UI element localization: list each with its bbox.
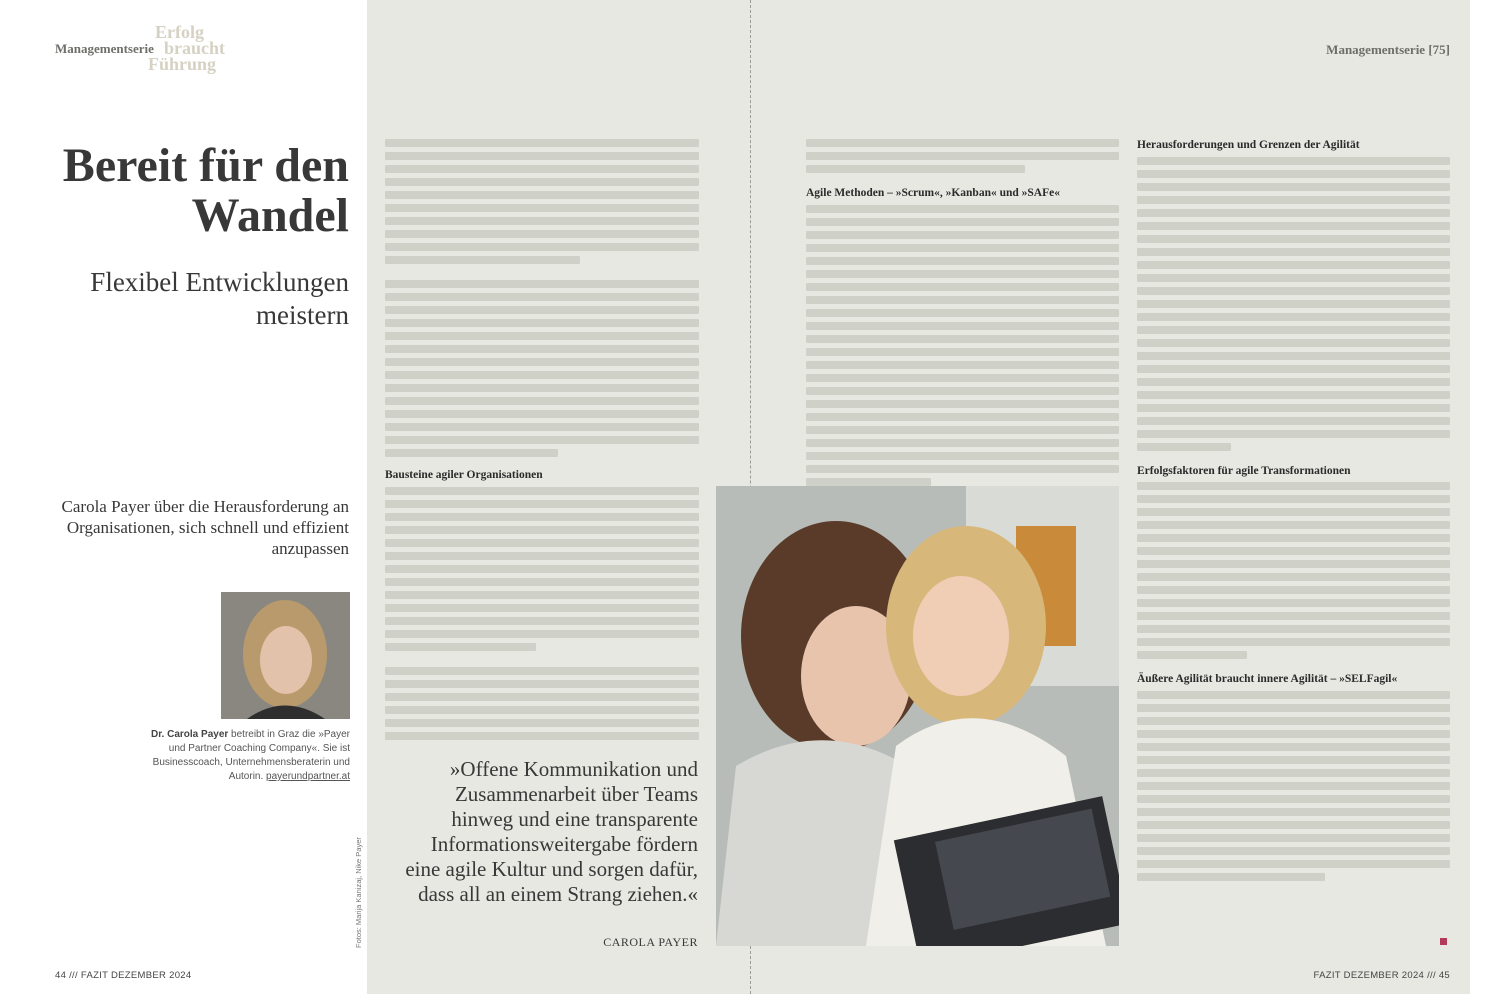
author-bio-text: betreibt in Graz die »Payer und Partner Coaching Company«. Sie ist Businesscoach, Unternehmensberaterin und Autorin.	[152, 729, 350, 782]
author-portrait	[221, 592, 350, 719]
series-label-right: Managementserie [75]	[1326, 42, 1450, 57]
pull-quote-author: CAROLA PAYER	[603, 935, 698, 949]
section-heading: Agile Methoden – »Scrum«, »Kanban« und »SAFe«	[806, 187, 1060, 199]
body-text-placeholder	[806, 205, 1119, 486]
body-text-placeholder	[806, 139, 1119, 173]
pull-quote: »Offene Kommunikation und Zusammenarbeit über Teams hinweg und eine transparente Informationsweitergabe fördern eine agile Kultur und sorgen dafür, dass all an einem Strang ziehen.«	[405, 757, 698, 906]
section-heading: Äußere Agilität braucht innere Agilität – »SELFagil«	[1137, 673, 1398, 685]
section-heading: Herausforderungen und Grenzen der Agilität	[1137, 139, 1360, 151]
body-column-3	[1137, 139, 1450, 881]
page-subtitle: Flexibel Entwicklungen meistern	[90, 267, 349, 330]
author-bio	[145, 728, 350, 784]
series-logo	[148, 24, 225, 72]
square-end-mark-icon	[1440, 938, 1447, 945]
author-name: Dr. Carola Payer	[151, 729, 229, 740]
author-link[interactable]: payerundpartner.at	[266, 771, 350, 782]
body-column-2	[806, 139, 1119, 486]
body-text-placeholder	[385, 139, 699, 264]
footer-left: 44 /// FAZIT DEZEMBER 2024	[55, 970, 192, 981]
section-heading: Erfolgsfaktoren für agile Transformationen	[1137, 464, 1351, 477]
page-title: Bereit für den Wandel	[62, 139, 349, 242]
article-teaser: Carola Payer über die Herausforderung an Organisationen, sich schnell und effizient anzupassen	[61, 497, 349, 558]
portrait-photo-icon	[221, 592, 350, 719]
section-heading: Bausteine agiler Organisationen	[385, 469, 543, 481]
footer-right: FAZIT DEZEMBER 2024 /// 45	[1313, 970, 1450, 981]
body-text-placeholder	[385, 667, 699, 740]
logo-line: braucht	[164, 38, 226, 58]
main-photo	[716, 486, 1119, 946]
logo-line: Führung	[148, 54, 217, 74]
series-label-left: Managementserie	[55, 41, 154, 56]
photo-credit: Fotos: Marija Kanizaj, Nike Payer	[354, 837, 363, 948]
body-column-1	[385, 139, 699, 740]
body-text-placeholder	[1137, 157, 1450, 451]
body-text-placeholder	[385, 280, 699, 457]
team-at-laptop-photo-icon	[716, 486, 1119, 946]
body-text-placeholder	[1137, 691, 1450, 881]
body-text-placeholder	[1137, 482, 1450, 659]
body-text-placeholder	[385, 487, 699, 651]
logo-line: Erfolg	[155, 22, 204, 42]
